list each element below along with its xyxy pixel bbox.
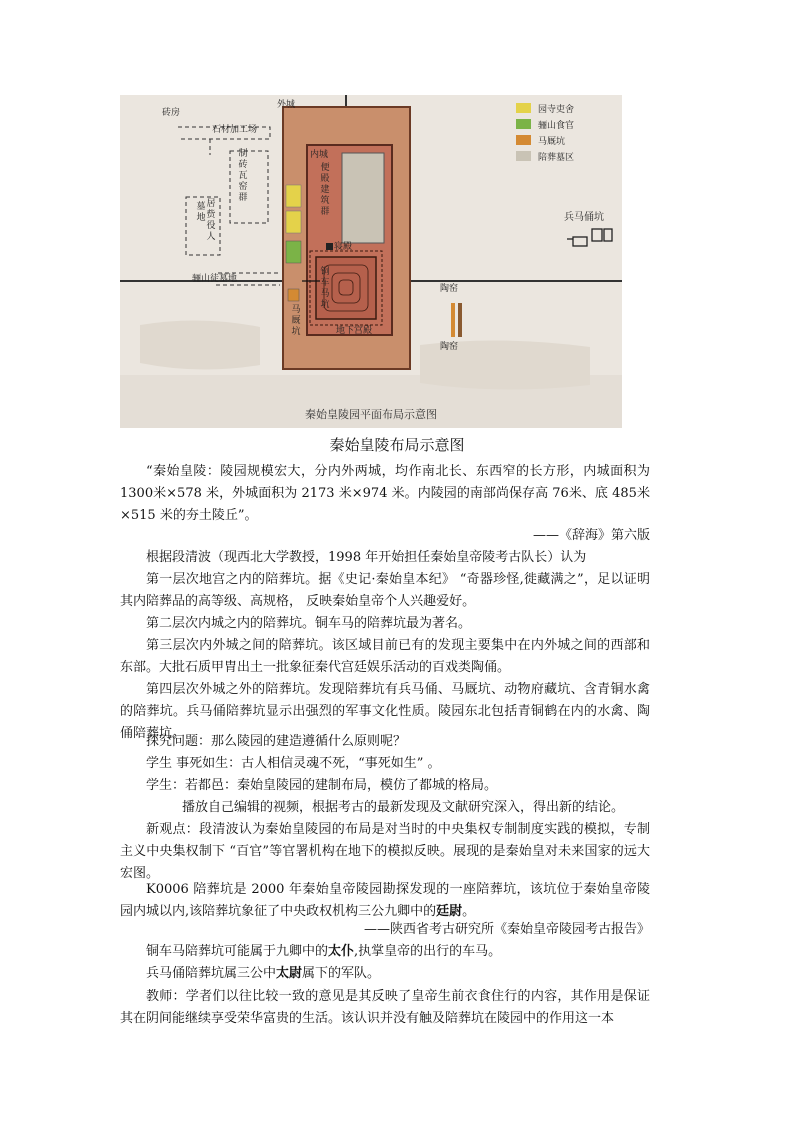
terracotta-bold-term: 太尉	[276, 966, 303, 981]
label-palace: 便殿建筑群	[320, 163, 330, 217]
legend-swatch-grey	[516, 151, 531, 161]
paragraph-report-source: ——陕西省考古研究所《秦始皇帝陵园考古报告》	[363, 922, 650, 937]
paragraph-question: 探究问题：那么陵园的建造遵循什么原则呢？	[146, 734, 407, 749]
paragraph-layer-3: 第三层次内外城之间的陪葬坑。该区域目前已有的发现主要集中在内外城之间的西部和东部。大批石质甲胄出土一批象征秦代宫廷娱乐活动的百戏类陶俑。	[120, 638, 650, 675]
label-terracotta: 兵马俑坑	[564, 212, 604, 223]
legend-swatch-orange	[516, 135, 531, 145]
palace-area-rect	[342, 153, 384, 243]
terracotta-text: 兵马俑陪葬坑属三公中	[146, 966, 277, 981]
label-stable-pit: 马厩坑	[291, 305, 301, 337]
k0006-bold-term: 廷尉	[436, 904, 463, 919]
pottery-kiln-bar-2	[458, 303, 462, 337]
label-lishan-tu: 骊山徒墓地	[192, 274, 238, 284]
paragraph-layer-1: 第一层次地宫之内的陪葬坑。据《史记·秦始皇本纪》 “奇器珍怪,徙藏满之”，足以证明其内陪葬品的高等级、高规格， 反映秦始皇帝个人兴趣爱好。	[120, 572, 650, 609]
paragraph-cihai-source: ——《辞海》第六版	[532, 528, 650, 543]
paragraph-layer-2: 第二层次内城之内的陪葬坑。铜车马的陪葬坑最为著名。	[146, 616, 472, 631]
legend-item	[516, 101, 574, 115]
chariot-bold-term: 太仆	[328, 944, 355, 959]
qin-dian-marker	[326, 243, 333, 250]
shiguan-block	[286, 241, 301, 263]
mausoleum-layout-figure	[120, 95, 622, 428]
pottery-kiln-bar-1	[451, 303, 455, 337]
legend-swatch-green	[516, 119, 531, 129]
label-stone-workshop: 石材加工场	[212, 125, 258, 135]
k0006-text: K0006 陪葬坑是 2000 年秦始皇帝陵园勘探发现的一座陪葬坑，该坑位于秦始皇帝陵园内城以内,该陪葬坑象征了中央政权机构三公九卿中的	[120, 882, 650, 919]
legend-item	[516, 117, 574, 131]
chariot-text-end: ,执掌皇帝的出行的车马。	[354, 944, 502, 959]
legend-item	[516, 133, 574, 147]
stable-pit-block	[288, 289, 299, 301]
chariot-text: 铜车马陪葬坑可能属于九卿中的	[146, 944, 329, 959]
paragraph-student-1: 学生 事死如生：古人相信灵魂不死，“事死如生” 。	[146, 756, 441, 771]
paragraph-student-2: 学生：若都邑：秦始皇陵园的建制布局，模仿了都城的格局。	[146, 778, 498, 793]
label-brick-house: 砖房	[162, 108, 181, 118]
legend-label: 骊山食官	[538, 120, 575, 131]
document-title: 秦始皇陵布局示意图	[329, 436, 465, 454]
legend-label: 园寺吏舍	[538, 104, 575, 115]
k0006-text-end: 。	[462, 904, 476, 919]
label-bronze-chariot: 铜车马坑	[320, 267, 330, 310]
paragraph-duan-intro: 根据段清波（现西北大学教授，1998 年开始担任秦始皇帝陵考古队长）认为	[146, 550, 587, 565]
figure-legend	[516, 101, 574, 165]
label-underground-palace: 地下宫殿	[336, 326, 373, 336]
paragraph-layer-4: 第四层次外城之外的陪葬坑。发现陪葬坑有兵马俑、马厩坑、动物府藏坑、含青铜水禽的陪葬坑。兵马俑陪葬坑显示出强烈的军事文化性质。陵园东北包括青铜鹤在内的水禽、陶俑陪葬坑。	[120, 682, 650, 741]
label-pottery-kiln-1: 陶窑	[440, 284, 459, 294]
legend-swatch-yellow	[516, 103, 531, 113]
label-qin-dian: 寝殿	[334, 242, 353, 252]
figure-caption: 秦始皇陵园平面布局示意图	[305, 408, 437, 421]
paragraph-terracotta	[120, 963, 650, 985]
paragraph-chariot	[120, 941, 650, 963]
label-graves: 墓地	[196, 202, 206, 223]
paragraph-new-view: 新观点：段清波认为秦始皇陵园的布局是对当时的中央集权专制制度实践的模拟，专制主义中央集权制下 “百官”等官署机构在地下的模拟反映。展现的是秦始皇对未来国家的远大宏图。	[120, 822, 650, 881]
terracotta-text-end: 属下的军队。	[302, 966, 381, 981]
legend-label: 陪葬墓区	[538, 152, 575, 163]
paragraph-video: 播放自己编辑的视频，根据考古的最新发现及文献研究深入，得出新的结论。	[182, 800, 625, 815]
legend-item	[516, 149, 574, 163]
label-pottery-kiln-2: 陶窑	[440, 342, 459, 352]
label-brick-kiln: 制砖瓦窑群	[238, 149, 248, 203]
paragraph-cihai-quote: “秦始皇陵：陵园规模宏大，分内外两城，均作南北长、东西窄的长方形，内城面积为 1300米×578 米，外城面积为 2173 米×974 米。内陵园的南部尚保存高 76米、底 485米×515 米的夯土陵丘”。	[120, 464, 650, 523]
label-outer-wall: 外城	[277, 100, 296, 110]
yuansi-block-2	[286, 211, 301, 233]
paragraph-teacher: 教师：学者们以往比较一致的意见是其反映了皇帝生前衣食住行的内容，其作用是保证其在阴间能继续享受荣华富贵的生活。该认识并没有触及陪葬坑在陵园中的作用这一本	[120, 989, 650, 1026]
label-convicts: 居赀役人	[206, 199, 216, 242]
legend-label: 马厩坑	[538, 136, 566, 147]
yuansi-block	[286, 185, 301, 207]
paragraph-k0006	[120, 879, 650, 923]
label-inner-wall: 内城	[310, 150, 329, 160]
